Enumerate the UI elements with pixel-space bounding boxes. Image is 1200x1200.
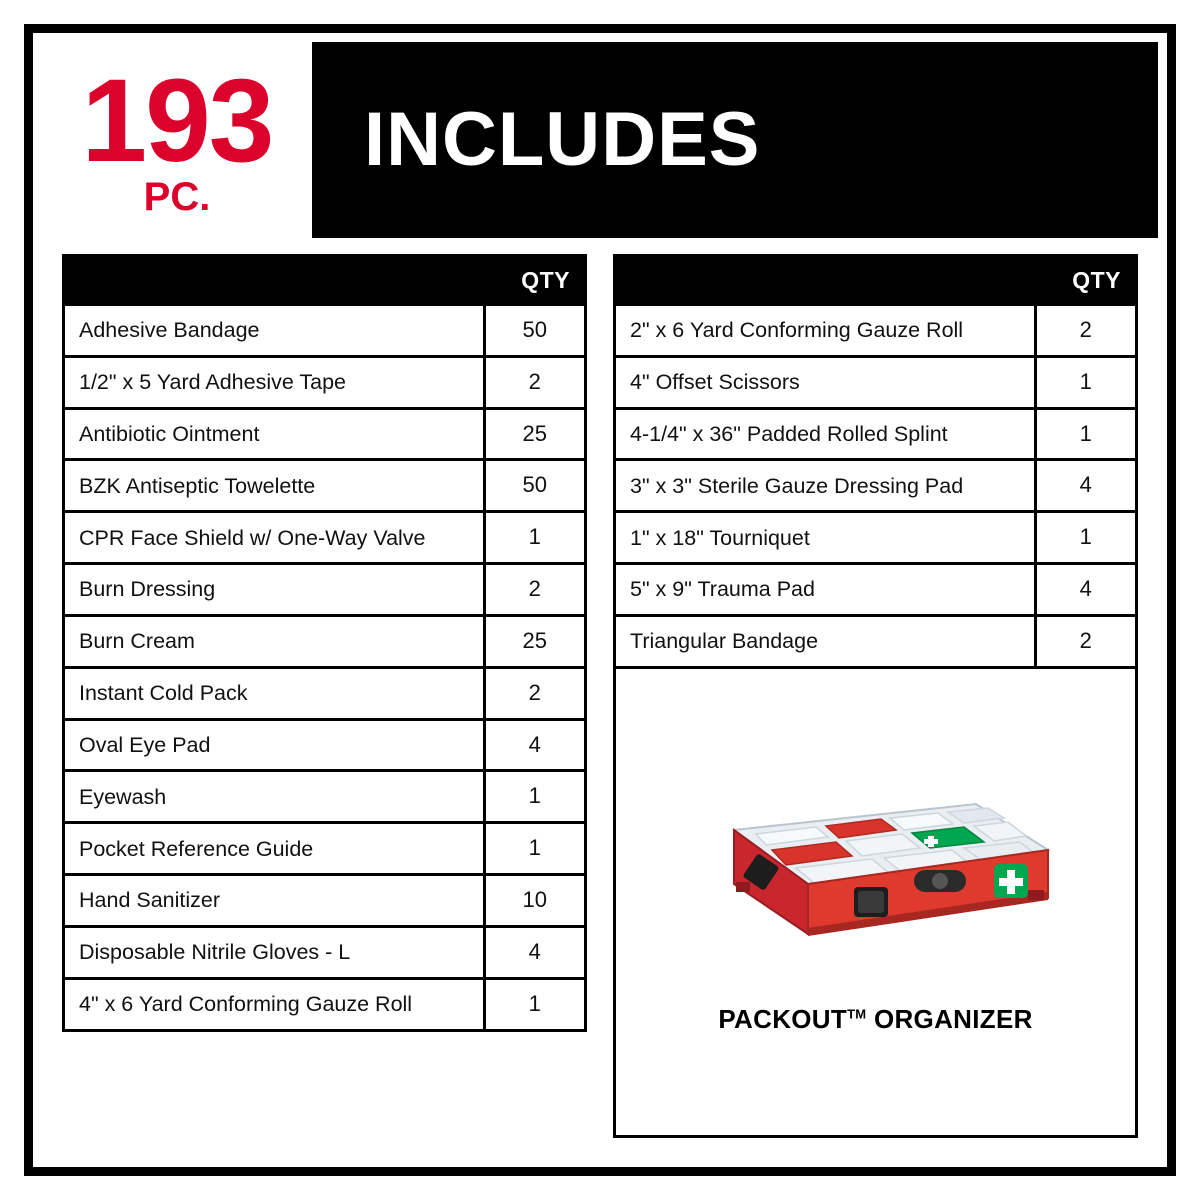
item-name: 2" x 6 Yard Conforming Gauze Roll <box>615 305 1036 357</box>
page-title: INCLUDES <box>364 97 761 182</box>
item-name: Instant Cold Pack <box>64 667 485 719</box>
item-name: CPR Face Shield w/ One-Way Valve <box>64 512 485 564</box>
item-qty: 2 <box>484 667 586 719</box>
item-column-header <box>64 256 485 305</box>
table-row <box>64 719 586 771</box>
product-image-box <box>613 669 1138 1138</box>
header-title-band <box>312 42 1158 238</box>
product-caption <box>718 1004 1032 1035</box>
item-name: Oval Eye Pad <box>64 719 485 771</box>
item-qty: 10 <box>484 875 586 927</box>
table-row <box>64 875 586 927</box>
item-name: 3" x 3" Sterile Gauze Dressing Pad <box>615 460 1036 512</box>
table-row <box>64 564 586 616</box>
item-name: Disposable Nitrile Gloves - L <box>64 926 485 978</box>
right-column-stack <box>613 254 1138 1138</box>
table-header-row <box>64 256 586 305</box>
item-qty: 2 <box>484 356 586 408</box>
table-row <box>615 356 1137 408</box>
items-table-right <box>613 254 1138 669</box>
item-qty: 1 <box>484 978 586 1030</box>
item-qty: 1 <box>484 512 586 564</box>
item-name: 4" x 6 Yard Conforming Gauze Roll <box>64 978 485 1030</box>
contents-columns <box>42 238 1158 1158</box>
table-row <box>615 305 1137 357</box>
table-row <box>64 305 586 357</box>
table-row <box>64 512 586 564</box>
qty-column-header: QTY <box>1035 256 1137 305</box>
qty-column-header: QTY <box>484 256 586 305</box>
item-qty: 1 <box>484 771 586 823</box>
table-row <box>615 408 1137 460</box>
item-qty: 2 <box>1035 615 1137 667</box>
item-name: Eyewash <box>64 771 485 823</box>
item-name: 4" Offset Scissors <box>615 356 1036 408</box>
item-qty: 1 <box>1035 408 1137 460</box>
poster-header <box>42 42 1158 238</box>
item-name: Burn Dressing <box>64 564 485 616</box>
table-row <box>64 823 586 875</box>
item-name: Triangular Bandage <box>615 615 1036 667</box>
trademark-mark: TM <box>847 1006 867 1022</box>
contents-column-left <box>62 254 587 1138</box>
contents-column-right <box>613 254 1138 1138</box>
item-qty: 4 <box>484 719 586 771</box>
item-name: Burn Cream <box>64 615 485 667</box>
item-name: BZK Antiseptic Towelette <box>64 460 485 512</box>
item-qty: 50 <box>484 305 586 357</box>
piece-count-unit: PC. <box>143 175 211 220</box>
product-name: PACKOUT <box>718 1004 848 1035</box>
item-name: Pocket Reference Guide <box>64 823 485 875</box>
item-qty: 50 <box>484 460 586 512</box>
items-table-left <box>62 254 587 1032</box>
item-qty: 25 <box>484 615 586 667</box>
poster-frame <box>24 24 1176 1176</box>
table-row <box>64 356 586 408</box>
table-row <box>64 926 586 978</box>
item-qty: 2 <box>484 564 586 616</box>
table-row <box>615 615 1137 667</box>
packout-organizer-image <box>676 758 1076 988</box>
item-name: 1/2" x 5 Yard Adhesive Tape <box>64 356 485 408</box>
item-qty: 4 <box>484 926 586 978</box>
item-name: Adhesive Bandage <box>64 305 485 357</box>
table-row <box>64 978 586 1030</box>
item-name: Hand Sanitizer <box>64 875 485 927</box>
table-row <box>64 771 586 823</box>
piece-count-number: 193 <box>81 54 273 187</box>
piece-count-block <box>42 42 312 238</box>
item-qty: 2 <box>1035 305 1137 357</box>
table-row <box>64 408 586 460</box>
item-name: 1" x 18" Tourniquet <box>615 512 1036 564</box>
item-qty: 4 <box>1035 460 1137 512</box>
table-row <box>64 460 586 512</box>
table-row <box>64 615 586 667</box>
item-name: Antibiotic Ointment <box>64 408 485 460</box>
item-qty: 25 <box>484 408 586 460</box>
table-row <box>615 460 1137 512</box>
product-type: ORGANIZER <box>866 1004 1033 1035</box>
item-name: 4-1/4" x 36" Padded Rolled Splint <box>615 408 1036 460</box>
item-qty: 1 <box>1035 356 1137 408</box>
item-qty: 1 <box>484 823 586 875</box>
item-qty: 4 <box>1035 564 1137 616</box>
table-row <box>615 564 1137 616</box>
item-name: 5" x 9" Trauma Pad <box>615 564 1036 616</box>
table-header-row <box>615 256 1137 305</box>
item-qty: 1 <box>1035 512 1137 564</box>
table-row <box>615 512 1137 564</box>
item-column-header <box>615 256 1036 305</box>
table-row <box>64 667 586 719</box>
